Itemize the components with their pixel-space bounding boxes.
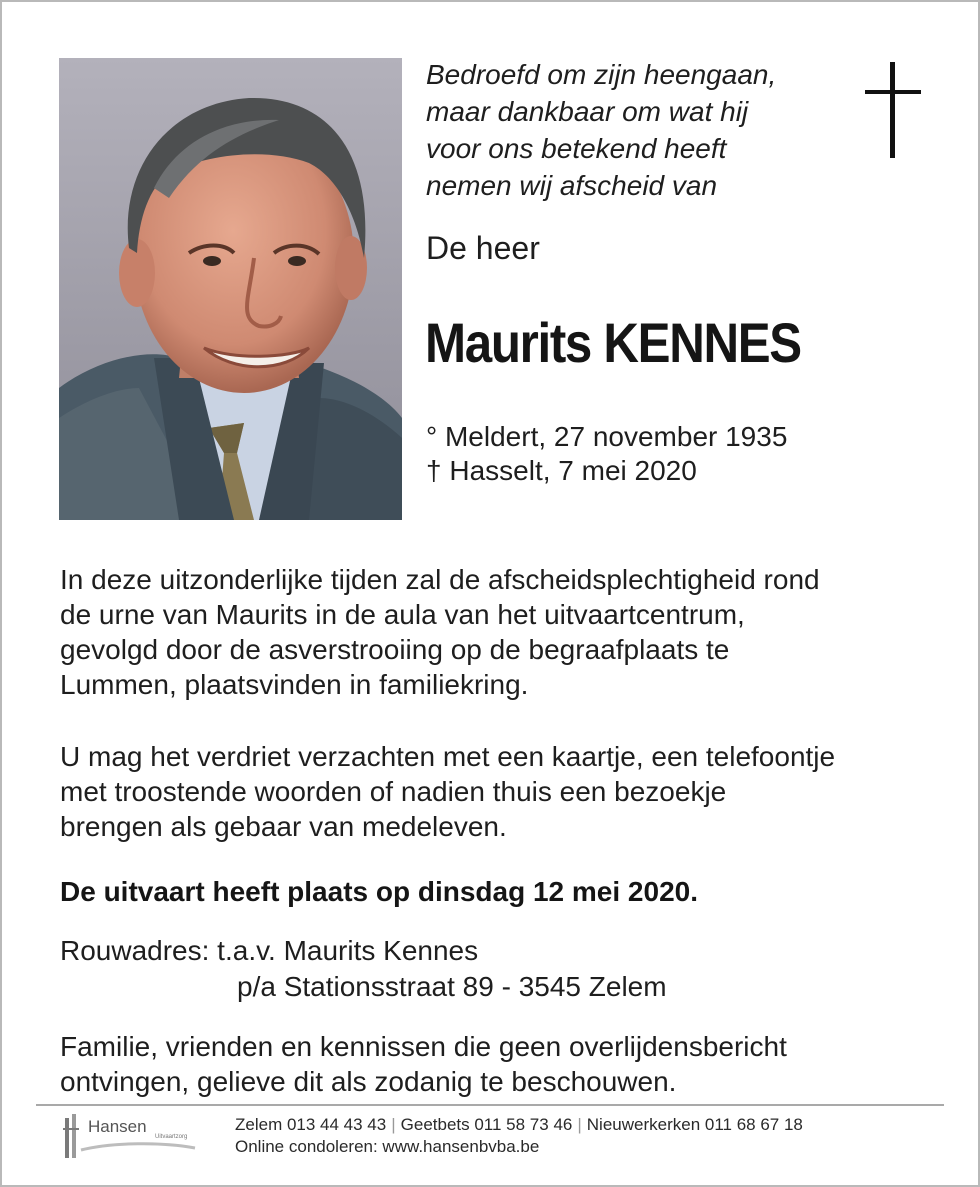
death-date: † Hasselt, 7 mei 2020 bbox=[426, 455, 697, 486]
paragraph-line: gevolgd door de asverstrooiing op de begraafplaats te bbox=[60, 634, 730, 665]
paragraph-line: In deze uitzonderlijke tijden zal de afscheidsplechtigheid rond bbox=[60, 564, 820, 595]
ceremony-paragraph bbox=[60, 562, 930, 702]
separator: | bbox=[577, 1115, 582, 1134]
intro-line: voor ons betekend heeft bbox=[426, 133, 727, 164]
phone-geetbets: Geetbets 011 58 73 46 bbox=[400, 1115, 573, 1134]
cross-icon bbox=[865, 62, 921, 158]
intro-line: maar dankbaar om wat hij bbox=[426, 96, 749, 127]
birth-date: ° Meldert, 27 november 1935 bbox=[426, 421, 788, 452]
deceased-name: Maurits KENNES bbox=[425, 311, 801, 374]
paragraph-line: met troostende woorden of nadien thuis een bezoekje bbox=[60, 776, 727, 807]
separator: | bbox=[391, 1115, 396, 1134]
logo-name: Hansen bbox=[88, 1117, 147, 1136]
title-prefix: De heer bbox=[426, 230, 540, 266]
closing-paragraph bbox=[60, 1029, 930, 1099]
intro-line: nemen wij afscheid van bbox=[426, 170, 718, 201]
portrait-photo bbox=[59, 58, 402, 520]
paragraph-line: ontvingen, gelieve dit als zodanig te beschouwen. bbox=[60, 1066, 677, 1097]
mourning-address bbox=[60, 933, 667, 1005]
logo-subtitle: Uitvaartzorg bbox=[155, 1134, 188, 1140]
phone-numbers bbox=[235, 1114, 803, 1136]
paragraph-line: Lummen, plaatsvinden in familiekring. bbox=[60, 669, 529, 700]
intro-line: Bedroefd om zijn heengaan, bbox=[426, 59, 777, 90]
phone-nieuwerkerken: Nieuwerkerken 011 68 67 18 bbox=[586, 1115, 803, 1134]
paragraph-line: de urne van Maurits in de aula van het uitvaartcentrum, bbox=[60, 599, 745, 630]
address-line: p/a Stationsstraat 89 - 3545 Zelem bbox=[237, 971, 667, 1002]
phone-zelem: Zelem 013 44 43 43 bbox=[235, 1115, 387, 1134]
address-line: Rouwadres: t.a.v. Maurits Kennes bbox=[60, 935, 479, 966]
online-condolence-link[interactable]: Online condoleren: www.hansenbvba.be bbox=[235, 1137, 540, 1156]
paragraph-line: U mag het verdriet verzachten met een kaartje, een telefoontje bbox=[60, 741, 836, 772]
footer-contacts bbox=[235, 1114, 803, 1158]
paragraph-line: brengen als gebaar van medeleven. bbox=[60, 811, 507, 842]
intro-text bbox=[426, 56, 846, 204]
paragraph-line: Familie, vrienden en kennissen die geen overlijdensbericht bbox=[60, 1031, 787, 1062]
condolence-paragraph bbox=[60, 739, 930, 844]
footer-divider bbox=[36, 1104, 944, 1106]
life-dates bbox=[426, 420, 787, 488]
funeral-notice: De uitvaart heeft plaats op dinsdag 12 mei 2020. bbox=[60, 876, 698, 907]
